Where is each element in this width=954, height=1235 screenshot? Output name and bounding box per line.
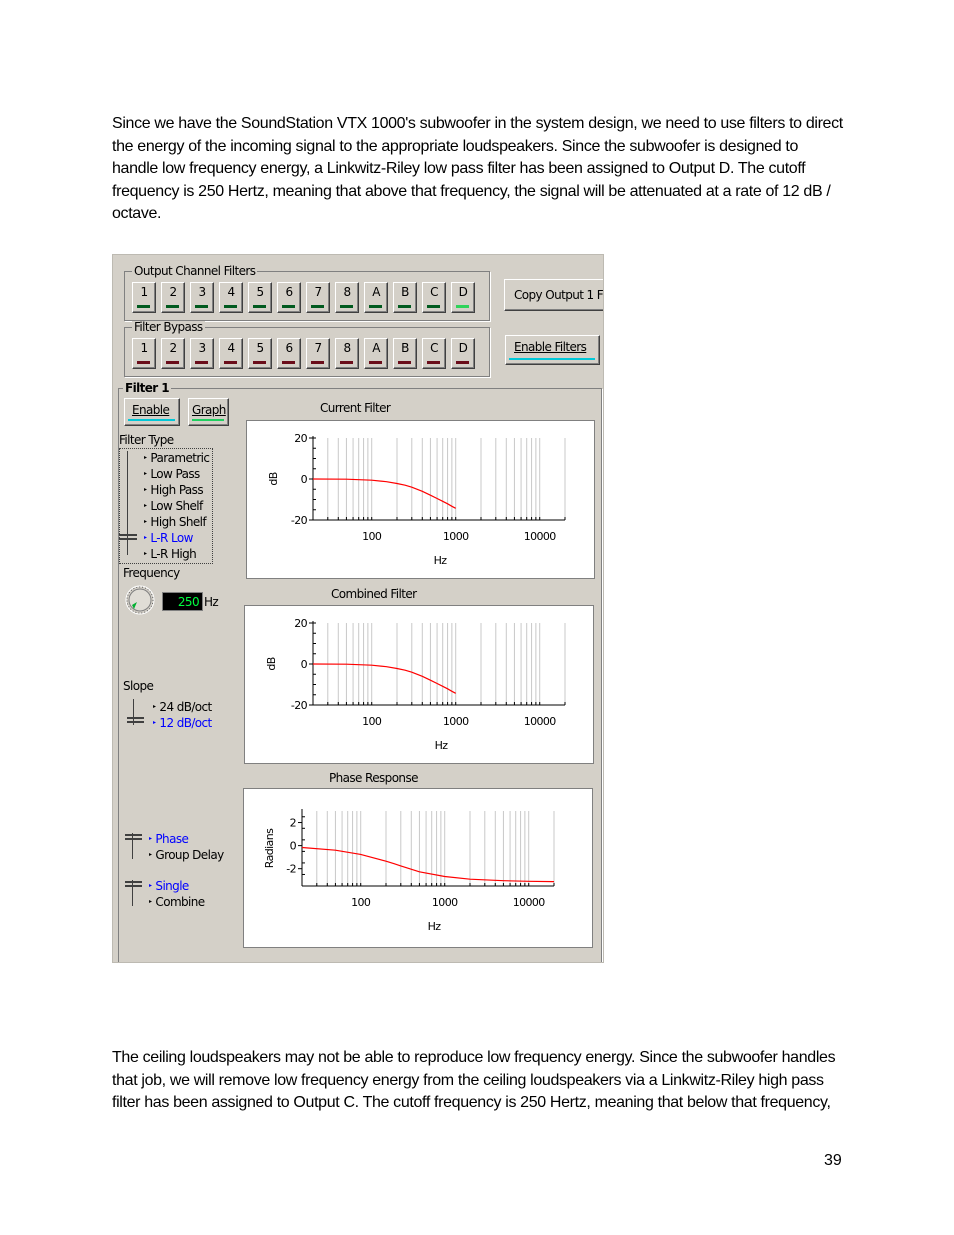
output-channel-led xyxy=(311,305,324,308)
bypass-button-label: 2 xyxy=(169,341,177,355)
bypass-led xyxy=(398,361,411,364)
bypass-button-1[interactable] xyxy=(132,338,156,369)
slope-label: Slope xyxy=(123,679,154,693)
output-channel-led xyxy=(398,305,411,308)
filter-1-label: Filter 1 xyxy=(125,381,169,395)
bypass-button-label: 6 xyxy=(285,341,293,355)
bypass-button-label: 5 xyxy=(256,341,264,355)
bypass-led xyxy=(195,361,208,364)
display-option-label: Group Delay xyxy=(155,848,224,862)
bypass-button-8[interactable] xyxy=(335,338,359,369)
filter-type-option-l-r-high[interactable] xyxy=(144,547,196,561)
output-channel-led xyxy=(340,305,353,308)
bypass-button-label: 7 xyxy=(314,341,322,355)
x-tick-label: 100 xyxy=(362,530,382,543)
bullet-icon: ▸ xyxy=(153,703,156,710)
plot-title-current: Current Filter xyxy=(320,401,391,415)
bullet-icon: ▸ xyxy=(144,486,147,493)
output-channel-led xyxy=(369,305,382,308)
bypass-button-a[interactable] xyxy=(364,338,388,369)
intro-paragraph: Since we have the SoundStation VTX 1000's subwoofer in the system design, we need to use filters to direct the energy of the incoming signal to the appropriate loudspeakers. Since the subwoofer is designed to handle low frequency energy, a Linkwitz-Riley low pass filter has been assigned to Output D. The cutoff frequency is 250 Hertz, meaning that above that frequency, the signal will be attenuated at a rate of 12 dB / octave. xyxy=(112,115,843,222)
filter-bypass-label: Filter Bypass xyxy=(134,320,203,334)
display-option-label: Phase xyxy=(155,832,189,846)
x-tick-label: 1000 xyxy=(431,896,458,909)
filter-type-option-label: Low Pass xyxy=(150,467,200,481)
bypass-led xyxy=(340,361,353,364)
x-tick-label: 100 xyxy=(351,896,371,909)
bypass-button-5[interactable] xyxy=(248,338,272,369)
x-tick-label: 1000 xyxy=(442,715,469,728)
output-channel-led xyxy=(427,305,440,308)
bypass-button-label: D xyxy=(458,341,468,355)
output-channel-button-label: 7 xyxy=(314,285,322,299)
graph-button[interactable] xyxy=(188,398,229,426)
copy-output-button[interactable] xyxy=(504,279,604,311)
filter-type-option-parametric[interactable] xyxy=(144,451,209,465)
bullet-icon: ▸ xyxy=(144,470,147,477)
output-channel-button-5[interactable] xyxy=(248,282,272,313)
bullet-icon: ▸ xyxy=(144,550,147,557)
plot-title-combined: Combined Filter xyxy=(331,587,417,601)
bypass-button-label: 1 xyxy=(140,341,148,355)
bypass-led xyxy=(456,361,469,364)
filter-type-option-low-shelf[interactable] xyxy=(144,499,203,513)
bypass-button-b[interactable] xyxy=(393,338,417,369)
output-channel-led xyxy=(166,305,179,308)
response-curve xyxy=(313,664,456,693)
bypass-button-c[interactable] xyxy=(422,338,446,369)
bypass-channel-buttons xyxy=(132,338,480,369)
mode-option-combine[interactable] xyxy=(149,895,205,909)
bypass-button-3[interactable] xyxy=(190,338,214,369)
output-channel-led xyxy=(224,305,237,308)
filter-type-option-label: High Shelf xyxy=(150,515,206,529)
output-channel-button-2[interactable] xyxy=(161,282,185,313)
frequency-label: Frequency xyxy=(123,566,180,580)
filter-type-option-label: L-R High xyxy=(150,547,197,561)
plot-title-phase: Phase Response xyxy=(329,771,418,785)
output-channel-led xyxy=(282,305,295,308)
output-channel-button-label: B xyxy=(401,285,409,299)
enable-indicator xyxy=(128,419,175,421)
y-axis-label: Radians xyxy=(263,828,276,869)
filter-type-option-low-pass[interactable] xyxy=(144,467,200,481)
output-channel-button-1[interactable] xyxy=(132,282,156,313)
bypass-button-6[interactable] xyxy=(277,338,301,369)
x-axis-label: Hz xyxy=(434,739,448,752)
output-channel-button-label: 1 xyxy=(140,285,148,299)
output-channel-button-label: A xyxy=(372,285,380,299)
bypass-button-label: 3 xyxy=(198,341,206,355)
slope-option-24-db-oct[interactable] xyxy=(153,700,212,714)
output-channel-button-label: 8 xyxy=(343,285,351,299)
filter-type-option-label: Low Shelf xyxy=(150,499,203,513)
bypass-button-label: B xyxy=(401,341,409,355)
filter-type-label: Filter Type xyxy=(119,433,174,447)
bypass-led xyxy=(311,361,324,364)
frequency-knob[interactable] xyxy=(122,584,158,616)
plot-svg xyxy=(245,606,593,763)
y-tick-label: -20 xyxy=(290,699,307,712)
display-slider-thumb[interactable] xyxy=(125,834,142,840)
y-tick-label: 0 xyxy=(289,839,296,853)
filter-type-option-label: L-R Low xyxy=(150,531,193,545)
y-axis-label: dB xyxy=(265,657,278,671)
combined-filter-plot xyxy=(244,605,594,764)
bypass-led xyxy=(253,361,266,364)
filter-type-option-high-pass[interactable] xyxy=(144,483,203,497)
bullet-icon: ▸ xyxy=(144,534,147,541)
x-axis-label: Hz xyxy=(427,920,441,933)
slope-option-label: 24 dB/oct xyxy=(159,700,212,714)
y-tick-label: 2 xyxy=(289,816,296,830)
bullet-icon: ▸ xyxy=(149,898,152,905)
response-curve xyxy=(313,479,456,508)
bypass-button-2[interactable] xyxy=(161,338,185,369)
output-channel-button-4[interactable] xyxy=(219,282,243,313)
output-channel-button-label: 5 xyxy=(256,285,264,299)
enable-button[interactable] xyxy=(124,398,180,426)
output-channel-button-c[interactable] xyxy=(422,282,446,313)
plot-svg xyxy=(247,421,594,578)
frequency-value: 250 xyxy=(177,595,199,609)
y-tick-label: 0 xyxy=(300,473,307,486)
output-channel-led xyxy=(456,305,469,308)
x-axis-label: Hz xyxy=(433,554,447,567)
y-tick-label: 0 xyxy=(300,658,307,671)
mode-option-single[interactable] xyxy=(149,879,189,893)
page-number: 39 xyxy=(824,1152,842,1169)
enable-filters-button[interactable] xyxy=(505,335,600,365)
output-channel-button-label: C xyxy=(430,285,438,299)
y-tick-label: -20 xyxy=(290,514,307,527)
bypass-led xyxy=(224,361,237,364)
bypass-button-7[interactable] xyxy=(306,338,330,369)
frequency-unit: Hz xyxy=(204,595,219,609)
phase-response-plot xyxy=(243,788,593,948)
output-channel-led xyxy=(253,305,266,308)
bypass-button-label: A xyxy=(372,341,380,355)
output-channel-button-b[interactable] xyxy=(393,282,417,313)
filter-type-option-l-r-low[interactable] xyxy=(144,531,193,545)
bullet-icon: ▸ xyxy=(144,518,147,525)
y-tick-label: 20 xyxy=(294,617,307,630)
enable-filters-label: Enable Filters xyxy=(514,340,587,354)
slope-slider-thumb[interactable] xyxy=(127,717,144,723)
filter-type-option-high-shelf[interactable] xyxy=(144,515,206,529)
frequency-field[interactable] xyxy=(162,592,203,611)
output-channel-button-8[interactable] xyxy=(335,282,359,313)
graph-label: Graph xyxy=(192,403,226,417)
x-tick-label: 10000 xyxy=(512,896,545,909)
display-option-group-delay[interactable] xyxy=(149,848,224,862)
output-channel-button-label: D xyxy=(458,285,468,299)
slope-option-12-db-oct[interactable] xyxy=(153,716,212,730)
current-filter-plot xyxy=(246,420,595,579)
output-channel-button-7[interactable] xyxy=(306,282,330,313)
filter-dialog xyxy=(112,254,604,963)
bullet-icon: ▸ xyxy=(149,851,152,858)
x-tick-label: 10000 xyxy=(523,530,556,543)
bypass-button-label: 8 xyxy=(343,341,351,355)
bypass-button-label: C xyxy=(430,341,438,355)
mode-slider-thumb[interactable] xyxy=(125,881,142,887)
filter-type-option-label: High Pass xyxy=(150,483,203,497)
bullet-icon: ▸ xyxy=(149,835,152,842)
enable-filters-indicator xyxy=(509,358,595,360)
bullet-icon: ▸ xyxy=(149,882,152,889)
filter-type-slider-thumb[interactable] xyxy=(119,534,137,540)
bypass-led xyxy=(369,361,382,364)
output-channel-button-label: 2 xyxy=(169,285,177,299)
bullet-icon: ▸ xyxy=(153,719,156,726)
output-channel-button-3[interactable] xyxy=(190,282,214,313)
y-tick-label: -2 xyxy=(286,862,296,876)
bullet-icon: ▸ xyxy=(144,454,147,461)
output-channel-button-a[interactable] xyxy=(364,282,388,313)
bypass-led xyxy=(427,361,440,364)
plot-svg xyxy=(244,789,592,947)
output-channel-button-label: 3 xyxy=(198,285,206,299)
output-channel-led xyxy=(195,305,208,308)
output-channel-buttons xyxy=(132,282,480,313)
bypass-led xyxy=(137,361,150,364)
output-channel-led xyxy=(137,305,150,308)
graph-indicator xyxy=(192,419,224,421)
output-channel-button-label: 4 xyxy=(227,285,235,299)
slope-option-label: 12 dB/oct xyxy=(159,716,212,730)
y-axis-label: dB xyxy=(267,472,280,486)
bypass-led xyxy=(282,361,295,364)
x-tick-label: 10000 xyxy=(523,715,556,728)
bypass-button-label: 4 xyxy=(227,341,235,355)
copy-output-label: Copy Output 1 F xyxy=(514,288,604,302)
body-paragraph-2: The ceiling loudspeakers may not be able to reproduce low frequency energy. Since the subwoofer handles that job, we will remove low frequency energy from the ceiling loudspeakers via a Linkwitz-Riley high pass filter has been assigned to Output C. The cutoff frequency is 250 Hertz, meaning that below that frequency, xyxy=(112,1049,836,1111)
output-channel-filters-label: Output Channel Filters xyxy=(134,264,256,278)
display-option-phase[interactable] xyxy=(149,832,188,846)
x-tick-label: 100 xyxy=(362,715,382,728)
y-tick-label: 20 xyxy=(294,432,307,445)
output-channel-button-label: 6 xyxy=(285,285,293,299)
output-channel-button-6[interactable] xyxy=(277,282,301,313)
bypass-button-4[interactable] xyxy=(219,338,243,369)
output-channel-button-d[interactable] xyxy=(451,282,475,313)
x-tick-label: 1000 xyxy=(442,530,469,543)
mode-option-label: Single xyxy=(155,879,189,893)
mode-option-label: Combine xyxy=(155,895,205,909)
enable-label: Enable xyxy=(132,403,170,417)
filter-type-option-label: Parametric xyxy=(150,451,210,465)
bypass-button-d[interactable] xyxy=(451,338,475,369)
bullet-icon: ▸ xyxy=(144,502,147,509)
bypass-led xyxy=(166,361,179,364)
